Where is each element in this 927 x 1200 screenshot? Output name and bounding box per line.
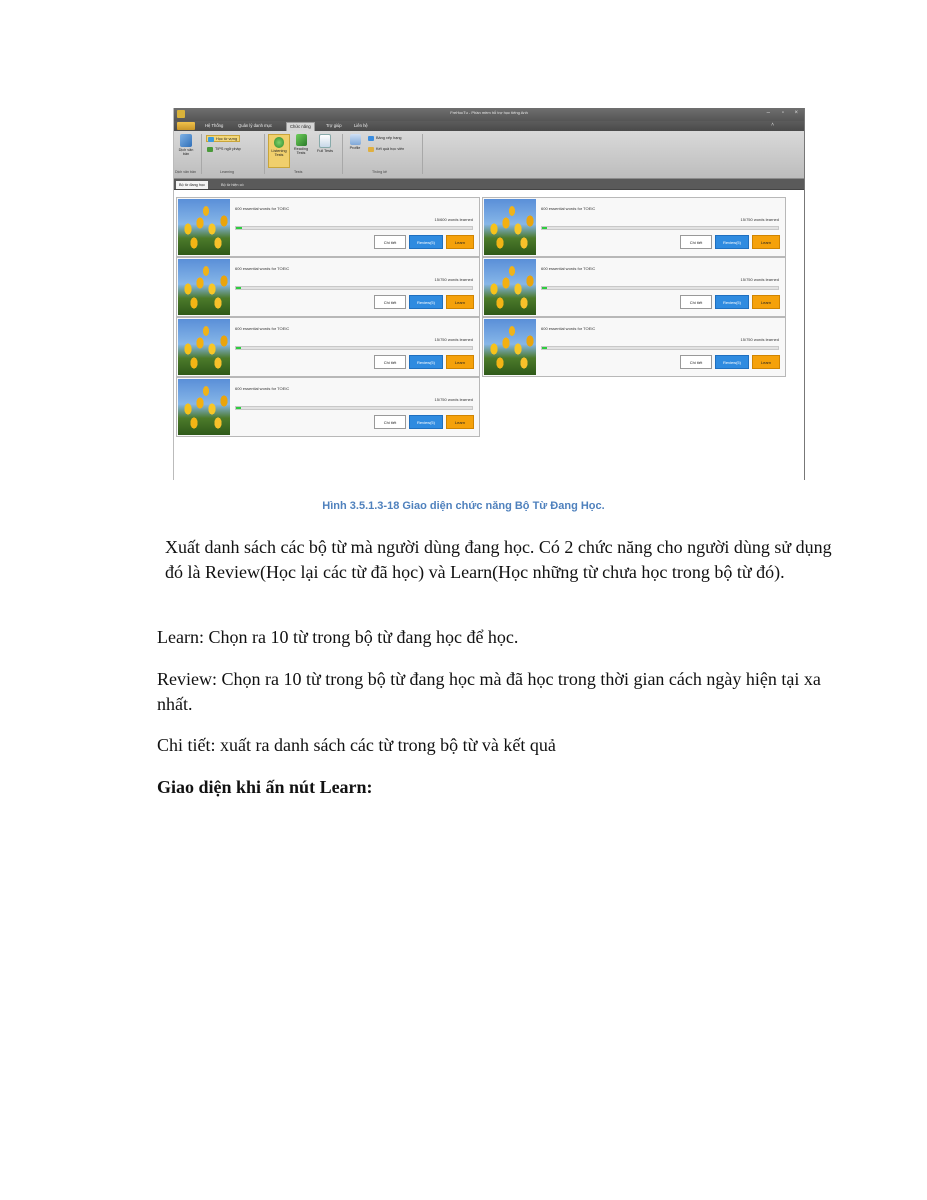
file-menu-button[interactable] xyxy=(177,122,195,130)
progress-fill xyxy=(542,287,547,289)
word-set-name: 600 essential words for TOEIC xyxy=(235,206,290,211)
word-set-card xyxy=(176,257,480,317)
chi-tiet-button[interactable]: Chi tiết xyxy=(680,235,712,249)
progress-fill xyxy=(236,347,241,349)
ket-qua-hoc-vien-button[interactable] xyxy=(367,146,406,153)
word-set-progress-text: 15/750 words learned xyxy=(740,277,779,282)
progress-fill xyxy=(542,347,547,349)
figure-caption: Hình 3.5.1.3-18 Giao diện chức năng Bộ Từ Đang Học. xyxy=(322,500,605,512)
progress-fill xyxy=(236,227,242,229)
group-label-learning: Learning xyxy=(220,170,234,174)
progress-fill xyxy=(236,287,241,289)
group-label-dich-van-ban: Dịch văn bản xyxy=(175,170,196,174)
app-screenshot xyxy=(173,108,805,480)
tips-ngu-phap-button[interactable] xyxy=(206,146,243,153)
review-button[interactable]: Review(5) xyxy=(409,355,443,369)
tab-bo-tu-dang-hoc[interactable]: Bộ từ đang học xyxy=(176,181,208,189)
word-set-card xyxy=(176,317,480,377)
profile-button[interactable] xyxy=(345,134,365,150)
full-tests-button[interactable] xyxy=(314,134,336,153)
progress-bar xyxy=(235,346,473,350)
learn-button[interactable]: Learn xyxy=(752,295,780,309)
review-button[interactable]: Review(5) xyxy=(715,235,749,249)
chi-tiet-button[interactable]: Chi tiết xyxy=(374,415,406,429)
full-tests-icon xyxy=(319,134,331,148)
maximize-button[interactable]: ▫ xyxy=(781,110,784,116)
learn-button[interactable]: Learn xyxy=(752,355,780,369)
listening-tests-button[interactable] xyxy=(268,134,290,168)
learn-button[interactable]: Learn xyxy=(752,235,780,249)
tab-bo-tu-hien-co[interactable]: Bộ từ hiện có xyxy=(221,183,244,187)
headphones-icon xyxy=(274,137,284,148)
paragraph-detail: Chi tiết: xuất ra danh sách các từ trong bộ từ và kết quả xyxy=(157,735,556,755)
ribbon xyxy=(174,131,804,179)
listening-tests-label: Listening Tests xyxy=(271,149,287,158)
reading-icon xyxy=(296,134,307,146)
translate-icon xyxy=(180,134,192,147)
reading-tests-button[interactable] xyxy=(291,134,311,155)
learn-words-icon xyxy=(208,137,214,142)
progress-fill xyxy=(236,407,241,409)
group-divider xyxy=(264,134,265,174)
tulip-thumbnail xyxy=(178,259,230,315)
group-label-tests: Tests xyxy=(294,170,303,174)
close-button[interactable]: × xyxy=(794,110,798,116)
learn-button[interactable]: Learn xyxy=(446,415,474,429)
ket-qua-hoc-vien-label: Kết quả học viên xyxy=(376,147,405,151)
learn-button[interactable]: Learn xyxy=(446,295,474,309)
chi-tiet-button[interactable]: Chi tiết xyxy=(680,295,712,309)
tips-ngu-phap-label: TIPS ngữ pháp xyxy=(215,147,241,151)
heading-learn-interface: Giao diện khi ấn nút Learn: xyxy=(157,777,373,797)
hoc-tu-vung-label: Học từ vựng xyxy=(216,137,238,141)
progress-bar xyxy=(541,346,779,350)
tulip-thumbnail xyxy=(178,319,230,375)
word-set-progress-text: 15/600 words learned xyxy=(434,217,473,222)
group-divider xyxy=(422,134,423,174)
tulip-thumbnail xyxy=(484,319,536,375)
dich-van-ban-button[interactable] xyxy=(175,134,197,156)
bang-xep-hang-button[interactable] xyxy=(367,135,404,142)
group-label-thong-ke: Thống kê xyxy=(372,170,387,174)
minimize-button[interactable]: – xyxy=(766,110,770,116)
word-set-name: 600 essential words for TOEIC xyxy=(541,206,596,211)
word-set-card xyxy=(482,257,786,317)
word-set-progress-text: 15/750 words learned xyxy=(434,277,473,282)
window-title: FreHocTu - Phần mềm hỗ trợ học tiếng Anh xyxy=(450,110,528,115)
chi-tiet-button[interactable]: Chi tiết xyxy=(374,355,406,369)
word-set-progress-text: 15/750 words learned xyxy=(434,337,473,342)
chi-tiet-button[interactable]: Chi tiết xyxy=(680,355,712,369)
tulip-thumbnail xyxy=(178,199,230,255)
review-button[interactable]: Review(5) xyxy=(409,415,443,429)
profile-label: Profile xyxy=(349,146,361,150)
word-set-card xyxy=(176,377,480,437)
word-set-progress-text: 15/750 words learned xyxy=(740,217,779,222)
menu-lien-he[interactable]: Liên hệ xyxy=(354,123,368,128)
progress-bar xyxy=(235,226,473,230)
review-button[interactable]: Review(5) xyxy=(715,295,749,309)
word-set-card xyxy=(482,317,786,377)
progress-bar xyxy=(541,226,779,230)
menu-quan-ly-danh-muc[interactable]: Quản lý danh mục xyxy=(238,123,272,128)
progress-bar xyxy=(541,286,779,290)
review-button[interactable]: Review(5) xyxy=(409,235,443,249)
ranking-icon xyxy=(368,136,374,141)
word-set-progress-text: 15/750 words learned xyxy=(434,397,473,402)
bang-xep-hang-label: Bảng xếp hạng xyxy=(376,136,402,140)
learn-button[interactable]: Learn xyxy=(446,235,474,249)
hoc-tu-vung-button[interactable] xyxy=(206,135,240,142)
word-set-card xyxy=(482,197,786,257)
chi-tiet-button[interactable]: Chi tiết xyxy=(374,295,406,309)
tulip-thumbnail xyxy=(484,199,536,255)
results-icon xyxy=(368,147,374,152)
word-set-name: 600 essential words for TOEIC xyxy=(235,326,290,331)
word-set-card xyxy=(176,197,480,257)
paragraph-review: Review: Chọn ra 10 từ trong bộ từ đang học mà đã học trong thời gian cách ngày hiện tại xa nhất. xyxy=(157,669,821,714)
menu-chuc-nang[interactable]: Chức năng xyxy=(286,122,315,131)
dich-van-ban-label: Dịch văn bản xyxy=(178,148,194,157)
progress-fill xyxy=(542,227,547,229)
profile-icon xyxy=(350,134,361,145)
ribbon-collapse-icon[interactable]: ˄ xyxy=(771,122,774,128)
learn-button[interactable]: Learn xyxy=(446,355,474,369)
tulip-thumbnail xyxy=(484,259,536,315)
full-tests-label: Full Tests xyxy=(317,149,333,153)
word-set-name: 600 essential words for TOEIC xyxy=(235,266,290,271)
title-bar xyxy=(174,108,804,121)
word-set-name: 600 essential words for TOEIC xyxy=(235,386,290,391)
grammar-tips-icon xyxy=(207,147,213,152)
group-divider xyxy=(342,134,343,174)
group-divider xyxy=(201,134,202,174)
paragraph-description: Xuất danh sách các bộ từ mà người dùng đang học. Có 2 chức năng cho người dùng sử dụng đó là Review(Học lại các từ đã học) và Learn(Học những từ chưa học trong bộ từ đó). xyxy=(165,537,832,582)
review-button[interactable]: Review(5) xyxy=(715,355,749,369)
review-button[interactable]: Review(5) xyxy=(409,295,443,309)
menu-tro-giup[interactable]: Trợ giúp xyxy=(326,123,342,128)
paragraph-learn: Learn: Chọn ra 10 từ trong bộ từ đang học để học. xyxy=(157,627,519,647)
tab-bar xyxy=(174,179,804,190)
word-set-progress-text: 15/750 words learned xyxy=(740,337,779,342)
menu-bar xyxy=(174,121,804,131)
word-set-name: 600 essential words for TOEIC xyxy=(541,326,596,331)
progress-bar xyxy=(235,406,473,410)
progress-bar xyxy=(235,286,473,290)
tulip-thumbnail xyxy=(178,379,230,435)
menu-he-thong[interactable]: Hệ Thống xyxy=(205,123,224,128)
reading-tests-label: Reading Tests xyxy=(293,147,309,156)
word-set-name: 600 essential words for TOEIC xyxy=(541,266,596,271)
chi-tiet-button[interactable]: Chi tiết xyxy=(374,235,406,249)
